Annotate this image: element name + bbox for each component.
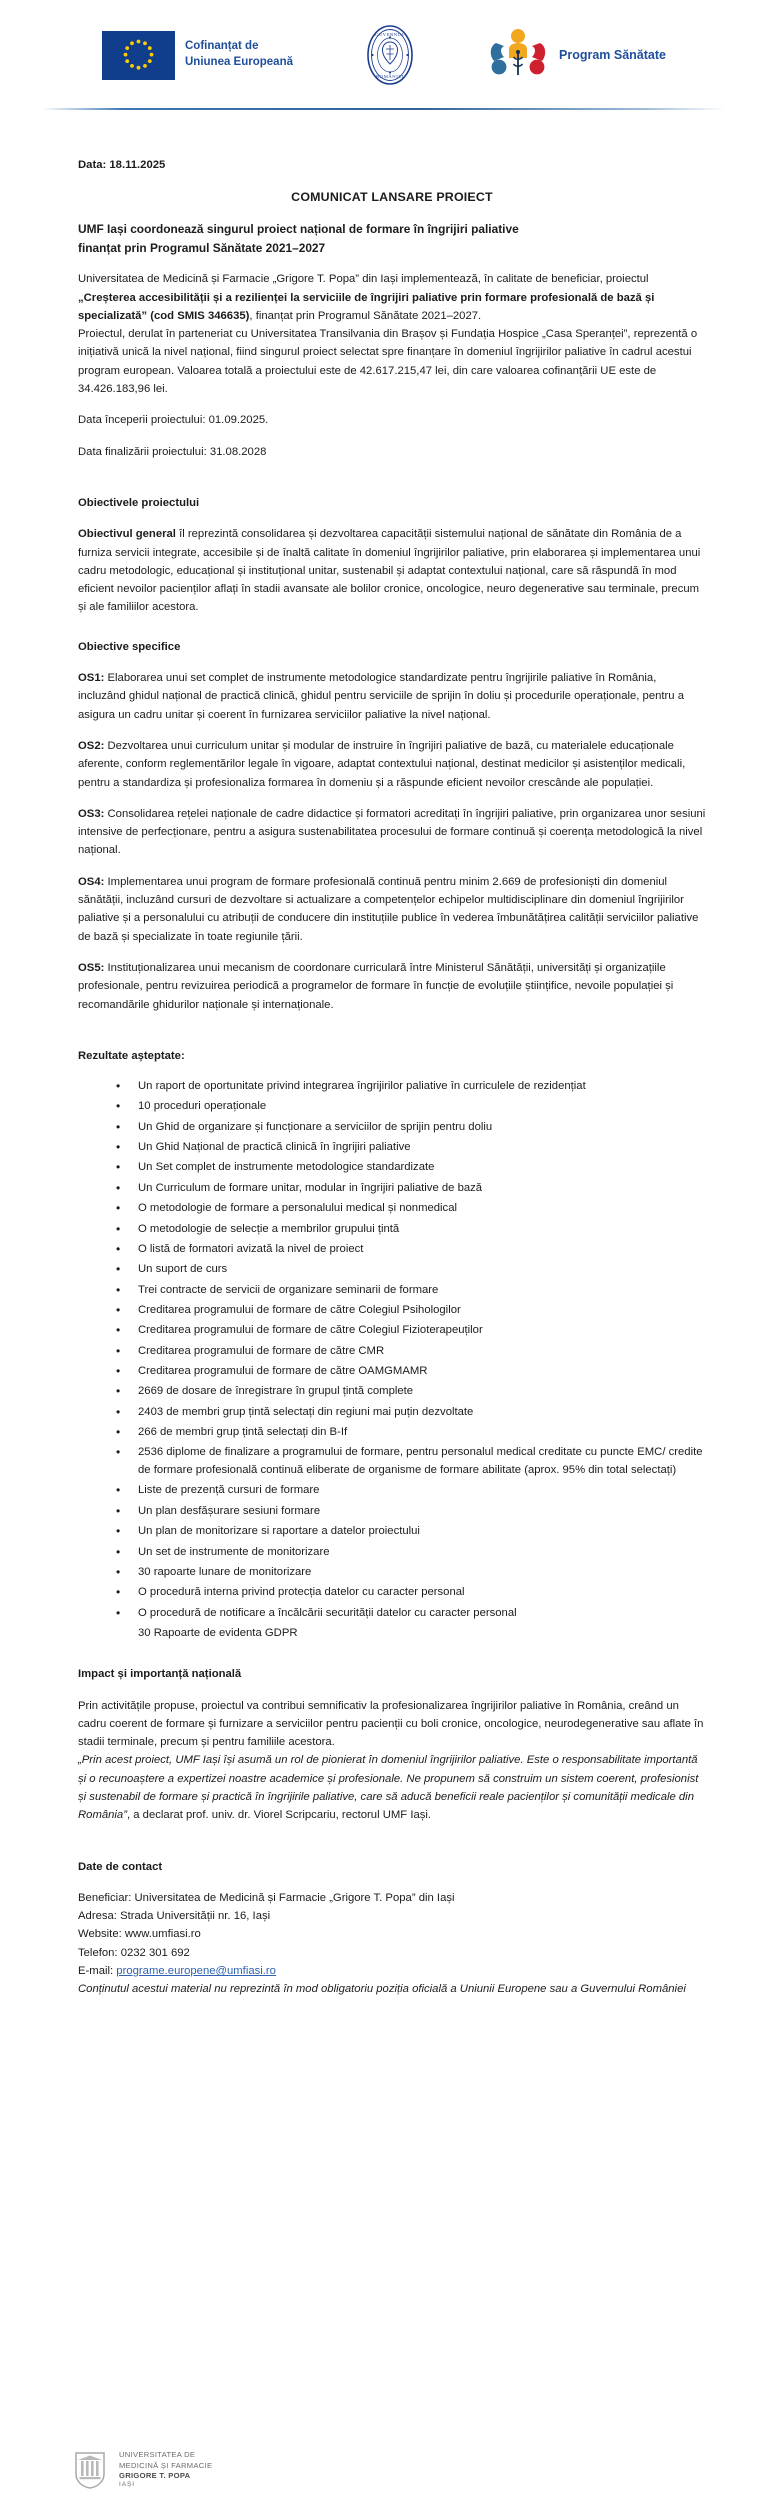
contact-email-row	[78, 1962, 706, 1980]
objective-os5-text: Instituționalizarea unui mecanism de coordonare curriculară între Ministerul Sănătății, universități și organizațiile profesionale, pentru revizuirea periodică a programelor de formare în funcție de evoluțiile științifice, nevoile populației și recomandările ghidurilor naționale și internaționale.	[78, 961, 674, 1011]
objective-os1-code: OS1:	[78, 672, 105, 685]
spacer	[78, 1645, 706, 1665]
list-item: • Un set de instrumente de monitorizare	[116, 1544, 706, 1562]
objective-os3-code: OS3:	[78, 807, 105, 820]
impact-quote: „Prin acest proiect, UMF Iași își asumă un rol de pionierat în domeniul îngrijirilor paliative. Este o responsabilitate importantă și o recunoaștere a expertizei noastre academice și profesionale. Ne propunem să construim un sistem coerent, profesionist și sustenabil de formare și practică în îngrijirile paliative, care să aducă beneficii reale pacienților și comunității medicale din România”	[78, 1754, 699, 1822]
objective-os5	[78, 959, 706, 1014]
general-objective	[78, 525, 706, 616]
intro-part2: , finanțat prin Programul Sănătate 2021–2027.	[249, 309, 482, 322]
list-item: • Liste de prezență cursuri de formare	[116, 1482, 706, 1500]
objective-os2-text: Dezvoltarea unui curriculum unitar și modular de instruire în îngrijiri paliative de bază, cu materialele educaționale aferente, conform reglementărilor legale în vigoare, adaptat contextului național, destinat medicilor și asistenților medicali, pentru a standardiza și profesionaliza formarea în domeniu și a răspunde eficient nevoilor crescânde ale populației.	[78, 739, 686, 789]
list-item: • 2669 de dosare de înregistrare în grupul țintă complete	[116, 1383, 706, 1401]
list-item: • 30 rapoarte lunare de monitorizare	[116, 1564, 706, 1582]
impact-attribution: , a declarat prof. univ. dr. Viorel Scripcariu, rectorul UMF Iași.	[126, 1809, 432, 1822]
project-end-date: Data finalizării proiectului: 31.08.2028	[78, 445, 267, 458]
eu-flag-icon	[102, 31, 175, 80]
spacer	[78, 630, 706, 638]
list-item: • Un Ghid Național de practică clinică în îngrijiri paliative	[116, 1139, 706, 1157]
list-item: • Un suport de curs	[116, 1261, 706, 1279]
document-content	[0, 110, 768, 1999]
impact-paragraph	[78, 1697, 706, 1825]
list-item: • O procedură interna privind protecția datelor cu caracter personal	[116, 1584, 706, 1602]
contact-address: Adresa: Strada Universității nr. 16, Iași	[78, 1910, 271, 1923]
list-item: • Creditarea programului de formare de către OAMGMAMR	[116, 1363, 706, 1381]
general-objective-label: Obiectivul general	[78, 528, 176, 541]
intro-part1: Universitatea de Medicină și Farmacie „Grigore T. Popa” din Iași implementează, în calitate de beneficiar, proiectul	[78, 273, 649, 286]
list-item: • O procedură de notificare a încălcării securității datelor cu caracter personal	[116, 1605, 706, 1623]
objective-os3	[78, 805, 706, 860]
objective-os3-text: Consolidarea rețelei naționale de cadre didactice și formatori acreditați în îngrijiri paliative, prin organizarea unor sesiuni intensive de perfecționare, pentru a asigura sustenabilitatea procesului de formare continuă și coerența metodologică la nivel național.	[78, 807, 706, 857]
page-title: COMUNICAT LANSARE PROIECT	[291, 190, 493, 205]
svg-text:GUVERNUL: GUVERNUL	[374, 32, 406, 37]
umf-footer-line1: UNIVERSITATEA DE	[119, 2450, 196, 2460]
contact-website: Website: www.umfiasi.ro	[78, 1928, 201, 1941]
list-item: • Un raport de oportunitate privind integrarea îngrijirilor paliative în curriculele de rezidențiat	[116, 1078, 706, 1096]
list-item: • O metodologie de formare a personalului medical și nonmedical	[116, 1200, 706, 1218]
project-start-date: Data începerii proiectului: 01.09.2025.	[78, 414, 269, 427]
eu-logo-label	[185, 39, 293, 70]
list-item: • Creditarea programului de formare de către Colegiul Psihologilor	[116, 1302, 706, 1320]
umf-footer-label	[119, 2450, 212, 2489]
list-item: • 2403 de membri grup țintă selectați din regiuni mai puțin dezvoltate	[116, 1404, 706, 1422]
list-item: • 266 de membri grup țintă selectați din B-If	[116, 1424, 706, 1442]
contact-email-link[interactable]: programe.europene@umfiasi.ro	[116, 1965, 276, 1978]
eu-logo-label-line1: Cofinanțat de	[185, 40, 259, 53]
umf-footer-line4: IAȘI	[119, 2481, 136, 2489]
objective-os2	[78, 737, 706, 792]
list-item: • Creditarea programului de formare de către Colegiul Fizioterapeuților	[116, 1322, 706, 1340]
lead-headline-line1: UMF Iași coordonează singurul proiect național de formare în îngrijiri paliative	[78, 222, 519, 237]
spacer	[78, 1027, 706, 1047]
program-sanatate-logo	[487, 27, 666, 83]
list-item: • O listă de formatori avizată la nivel de proiect	[116, 1241, 706, 1259]
contact-beneficiary: Beneficiar: Universitatea de Medicină și Farmacie „Grigore T. Popa” din Iași	[78, 1891, 455, 1904]
eu-cofinancing-logo	[102, 31, 293, 80]
objective-os2-code: OS2:	[78, 739, 105, 752]
contact-email-label: E-mail:	[78, 1965, 117, 1978]
objective-os4-text: Implementarea unui program de formare profesională continuă pentru minim 2.669 de profesioniști din domeniul sănătății, incluzând cursuri de dezvoltare si actualizare a competențelor echipelor multidisciplinare din domeniul îngrijirilor paliative și a personalului cu atribuții de conducere din instituțiile publice în vederea îmbunătățirea calității serviciilor paliative de bază și specializate în toate regiunile țării.	[78, 875, 699, 943]
legal-disclaimer: Conținutul acestui material nu reprezintă în mod obligatoriu poziția oficială a Uniunii Europene sau a Guvernului României	[78, 1983, 686, 1996]
spacer	[78, 1838, 706, 1858]
partnership-text: Proiectul, derulat în parteneriat cu Universitatea Transilvania din Brașov și Fundația Hospice „Casa Speranței”, reprezentă o inițiativă unică la nivel național, fiind singurul proiect selectat spre finanțare în domeniul îngrijirilor paliative în cadrul acestui program european. Valoarea totală a proiectului este de 42.617.215,47 lei, din care valoarea cofinanțării UE este de 34.426.183,96 lei.	[78, 328, 698, 396]
document-date: Data: 18.11.2025	[78, 159, 166, 171]
objective-os1	[78, 669, 706, 724]
government-of-romania-logo	[359, 24, 421, 86]
list-item: • Creditarea programului de formare de către CMR	[116, 1343, 706, 1361]
impact-section-title: Impact și importanță națională	[78, 1668, 242, 1681]
list-item: • Un Curriculum de formare unitar, modular in îngrijiri paliative de bază	[116, 1180, 706, 1198]
specific-objectives-title: Obiective specifice	[78, 640, 181, 653]
objective-os5-code: OS5:	[78, 961, 105, 974]
list-item: • Un plan de monitorizare si raportare a datelor proiectului	[116, 1523, 706, 1541]
list-item: • O metodologie de selecție a membrilor grupului țintă	[116, 1221, 706, 1239]
umf-footer-line3: GRIGORE T. POPA	[119, 2470, 191, 2480]
intro-paragraph	[78, 270, 706, 398]
impact-paragraph-text: Prin activitățile propuse, proiectul va contribui semnificativ la profesionalizarea îngrijirilor paliative în România, creând un cadru coerent de formare și furnizare a serviciilor pentru pacienții cu boli cronice, oncologice, neurodegenerative sau aflate în stadii terminale, precum și pentru familiile acestora.	[78, 1699, 704, 1749]
list-item: • Un Ghid de organizare și funcționare a serviciilor de sprijin pentru doliu	[116, 1119, 706, 1137]
umf-crest-icon	[72, 2450, 108, 2490]
list-item: • Un Set complet de instrumente metodologice standardizate	[116, 1159, 706, 1177]
svg-text:ROMÂNIEI: ROMÂNIEI	[376, 74, 404, 79]
umf-footer-line2: MEDICINĂ ȘI FARMACIE	[119, 2460, 213, 2470]
government-seal-icon	[359, 24, 421, 86]
contact-details	[78, 1889, 706, 1980]
results-list	[78, 1078, 706, 1643]
footer	[0, 2450, 768, 2490]
contact-phone: Telefon: 0232 301 692	[78, 1946, 190, 1959]
program-sanatate-label: Program Sănătate	[559, 48, 666, 62]
project-name: „Creșterea accesibilității și a rezilienței la serviciile de îngrijiri paliative prin formare profesională de bază și specializată” (cod SMIS 346635)	[78, 291, 655, 322]
list-item: • Un plan desfășurare sesiuni formare	[116, 1503, 706, 1521]
objectives-section-title: Obiectivele proiectului	[78, 496, 200, 509]
contact-section-title: Date de contact	[78, 1860, 163, 1873]
lead-headline-line2: finanțat prin Programul Sănătate 2021–2027	[78, 240, 326, 255]
program-sanatate-icon	[487, 27, 549, 83]
lead-headline	[78, 220, 706, 257]
objective-os4-code: OS4:	[78, 875, 105, 888]
objective-os1-text: Elaborarea unui set complet de instrumente metodologice standardizate pentru îngrijirile paliative în România, incluzând ghidul național de practică clinică, ghidul pentru serviciile de sprijin în doliu și procedurile operaționale, pentru a asigura un cadru unitar și coerent în furnizarea serviciilor paliative la nivel național.	[78, 672, 684, 721]
list-item: • Trei contracte de servicii de organizare seminarii de formare	[116, 1282, 706, 1300]
list-item: • 10 proceduri operaționale	[116, 1098, 706, 1116]
list-item: • 2536 diplome de finalizare a programului de formare, pentru personalul medical creditate cu puncte EMC/ credite de formare profesională continuă eliberate de organisme de formare abilitate (aprox. 95% din total selectați)	[116, 1444, 706, 1480]
results-section-title: Rezultate așteptate:	[78, 1049, 185, 1062]
general-objective-text: îl reprezintă consolidarea și dezvoltarea capacității sistemului național de sănătate din România de a furniza servicii integrate, accesibile și de înaltă calitate în domeniul îngrijirilor paliative, prin elaborarea și implementarea unui cadru metodologic, educațional și instituțional unitar, sustenabil și adaptat contextului național, care să răspundă în mod eficient nevoilor pacienților aflați în stadii avansate ale bolilor cronice, oncologice, neuro degenerative sau terminale, precum și ale familiilor acestora.	[78, 528, 701, 614]
spacer	[78, 474, 706, 494]
objective-os4	[78, 873, 706, 946]
list-item-gdpr: 30 Rapoarte de evidenta GDPR	[138, 1626, 298, 1639]
logo-strip	[0, 0, 768, 102]
eu-logo-label-line2: Uniunea Europeană	[185, 56, 293, 68]
